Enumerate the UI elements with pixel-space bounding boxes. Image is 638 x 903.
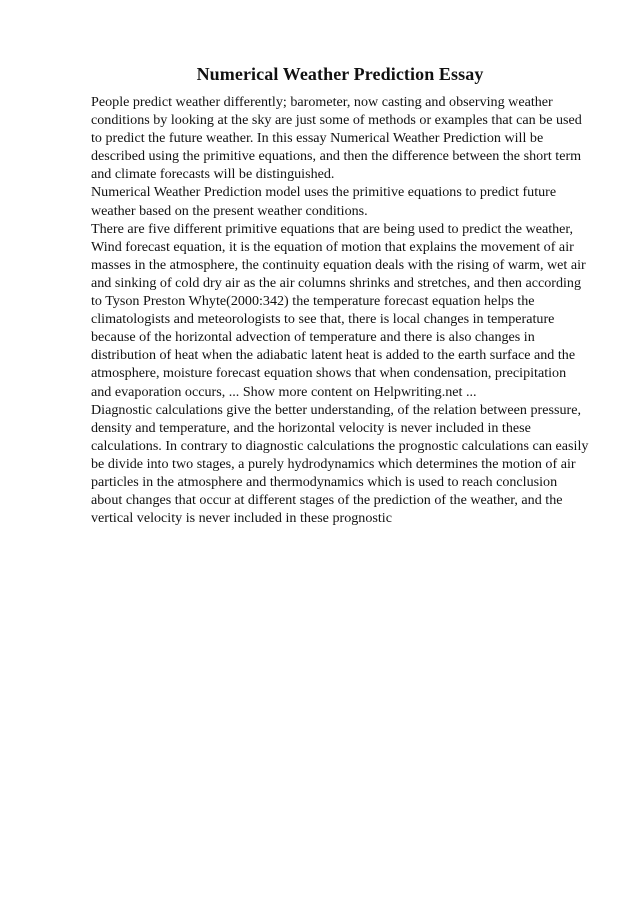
document-title: Numerical Weather Prediction Essay (196, 64, 484, 84)
paragraph-primitive-equations: There are five different primitive equations that are being used to predict the weather, Wind forecast equation, it is the equation of motion that explains the movement of air masses in the atmosphere, the continuity equation deals with the rising of warm, wet air and sinking of cold dry air as the air columns shrinks and stretches, and then according to Tyson Preston Whyte(2000:342) the temperature forecast equation helps the climatologists and meteorologists to see that, there is local changes in temperature because of the horizontal advection of temperature and there is also changes in distribution of heat when the adiabatic latent heat is added to the earth surface and the atmosphere, moisture forecast equation shows that when condensation, precipitation and evaporation occurs, ... Show more content on Helpwriting.net ... (91, 220, 586, 400)
paragraph-intro: People predict weather differently; barometer, now casting and observing weather conditions by looking at the sky are just some of methods or examples that can be used to predict the future weather. In this essay Numerical Weather Prediction will be described using the primitive equations, and then the difference between the short term and climate forecasts will be distinguished. (91, 94, 582, 183)
paragraph-nwp-model: Numerical Weather Prediction model uses the primitive equations to predict future weather based on the present weather conditions. (91, 184, 557, 219)
document-body (91, 93, 589, 527)
paragraph-diagnostic-prognostic: Diagnostic calculations give the better understanding, of the relation between pressure, density and temperature, and the horizontal velocity is never included in these calculations. In contrary to diagnostic calculations the prognostic calculations can easily be divide into two stages, a purely hydrodynamics which determines the motion of air particles in the atmosphere and thermodynamics which is used to reach conclusion about changes that occur at different stages of the prediction of the weather, and the vertical velocity is never included in these prognostic (91, 401, 589, 527)
